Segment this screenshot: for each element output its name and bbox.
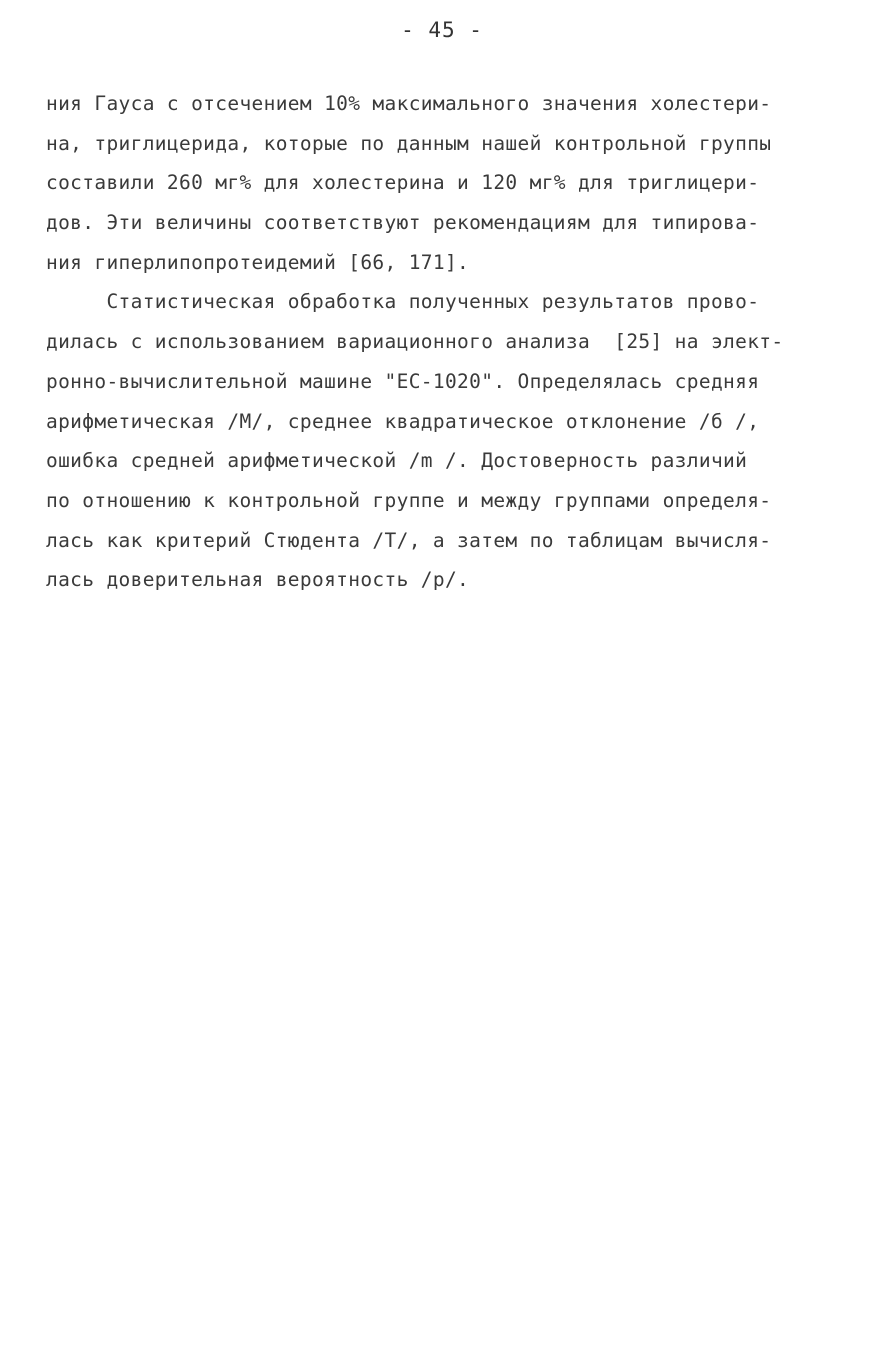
text-line: дилась с использованием вариационного анализа [25] на элект-	[46, 330, 784, 354]
body-text	[46, 84, 846, 600]
text-line: ния Гауса с отсечением 10% максимального значения холестери-	[46, 92, 772, 115]
text-line: ния гиперлипопротеидемий [66, 171].	[46, 250, 470, 274]
text-line: лась как критерий Стюдента /Т/, а затем по таблицам вычисля-	[46, 528, 772, 552]
page-number: - 45 -	[401, 18, 483, 42]
text-line: дов. Эти величины соответствуют рекомендациям для типирова-	[46, 211, 760, 235]
text-line: арифметическая /М/, среднее квадратическое отклонение /б /,	[46, 409, 760, 433]
text-line: на, триглицерида, которые по данным нашей контрольной группы	[46, 131, 772, 155]
text-line: по отношению к контрольной группе и между группами определя-	[46, 488, 772, 512]
text-line: ошибка средней арифметической /m /. Достоверность различий	[46, 449, 748, 473]
text-line: Статистическая обработка полученных результатов прово-	[46, 290, 760, 314]
text-line: лась доверительная вероятность /р/.	[46, 568, 470, 592]
paragraph-1	[46, 84, 846, 282]
text-line: составили 260 мг% для холестерина и 120 мг% для триглицери-	[46, 171, 760, 195]
text-line: ронно-вычислительной машине "ЕС-1020". Определялась средняя	[46, 369, 760, 393]
paragraph-2	[46, 282, 846, 600]
